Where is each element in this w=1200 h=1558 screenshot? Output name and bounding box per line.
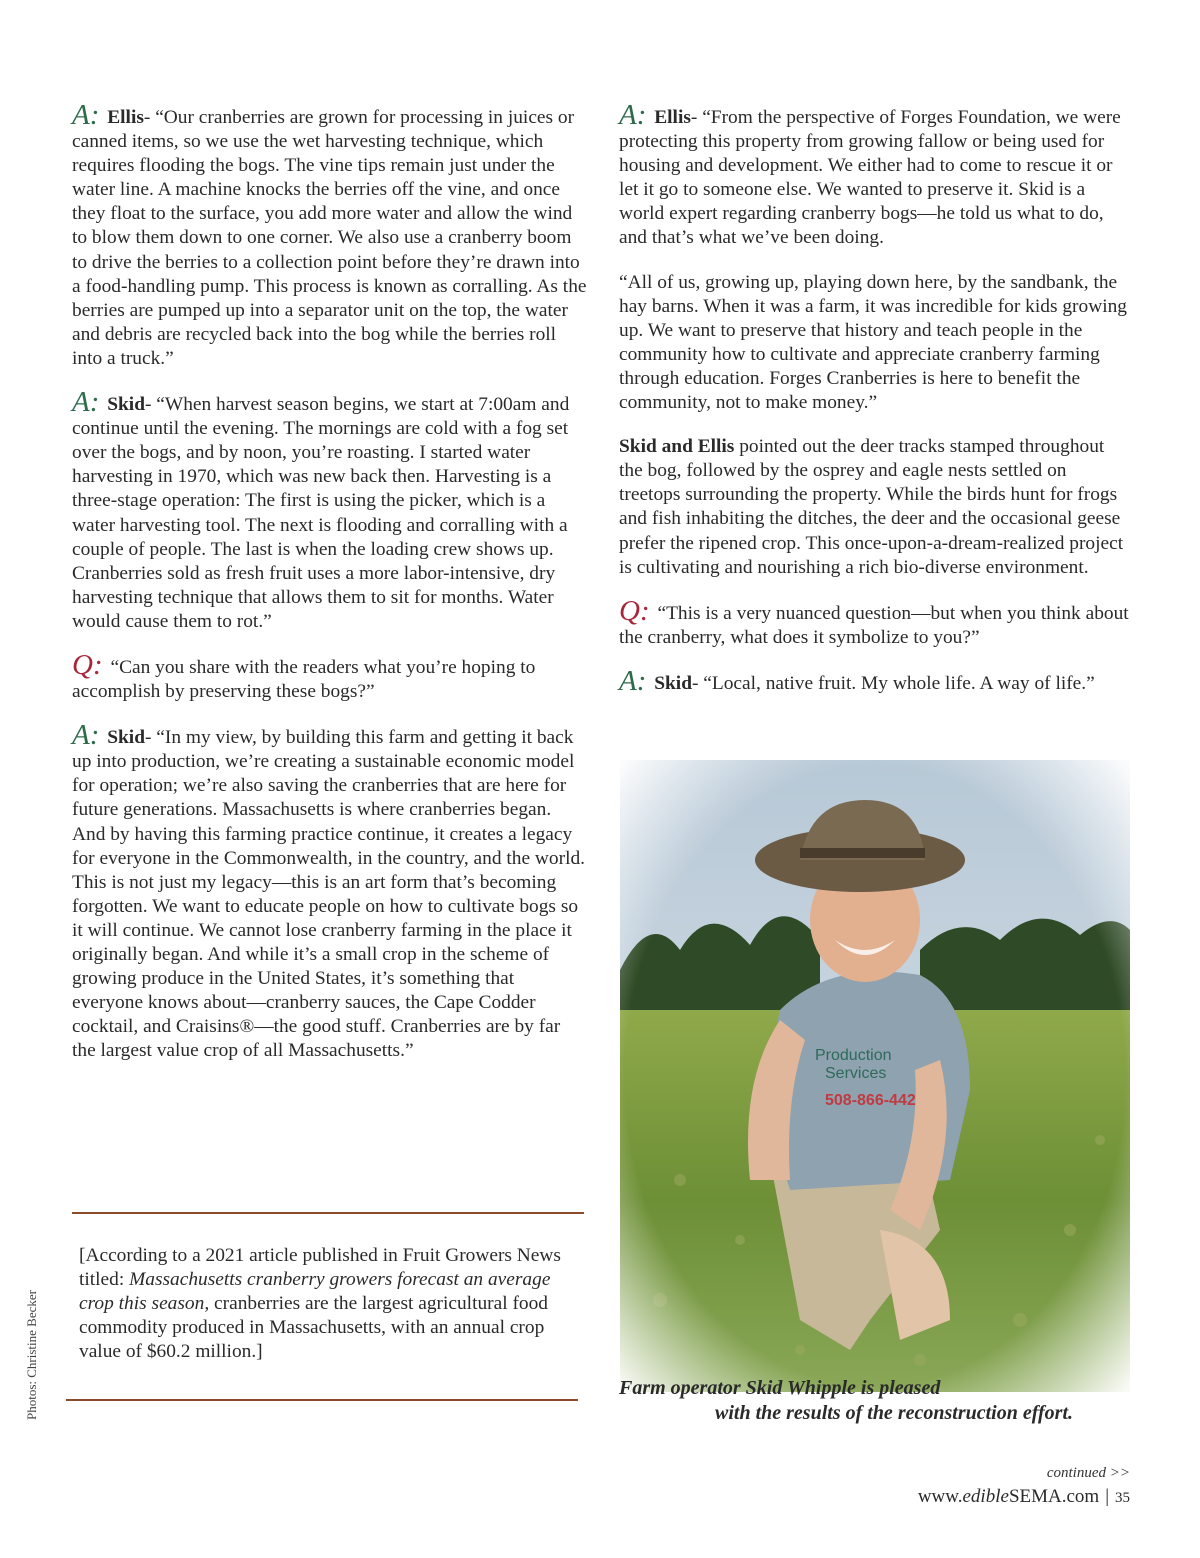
question-paragraph [72,648,588,704]
paragraph-text: “Can you share with the readers what you’re hoping to accomplish by preserving these bogs?” [72,656,536,703]
answer-paragraph [72,719,588,1063]
paragraph-text: - “When harvest season begins, we start at 7:00am and continue until the evening. The mornings are cold with a fog set over the bogs, and by noon, you’re roasting. I started water harvesting in 1970, which was new back then. Harvesting is a three-stage operation: The first is using the picker, which is a water harvesting tool. The next is flooding and corralling with a couple of people. The last is when the loading crew shows up. Cranberries sold as fresh fruit uses a more labor-intensive, dry harvesting technique that allows them to sit for months. Water would cause them to rot.” [72,394,570,632]
speaker-name: Ellis [654,107,691,128]
right-column [619,99,1129,697]
body-paragraph [619,271,1129,416]
answer-marker: A: [72,719,100,752]
answer-paragraph [619,664,1129,697]
paragraph-text: - “Our cranberries are grown for processing in juices or canned items, so we use the wet harvesting technique, which requires flooding the bogs. The vine tips remain just under the water line. A machine knocks the berries off the vine, and once they float to the surface, you add more water and allow the wind to blow them down to one corner. We also use a cranberry boom to drive the berries to a collection point before they’re drawn into a food-handling pump. This process is known as corralling. As the berries are pumped up into a separator unit on the top, the water and debris are recycled back into the bog while the berries roll into a truck.” [72,107,587,369]
paragraph-text: - “In my view, by building this farm and getting it back up into production, we’re creating a sustainable economic model for operation; we’re also saving the cranberries that are here for future generations. Massachusetts is where cranberries began. And by having this farming practice continue, it creates a legacy for everyone in the Commonwealth, in the country, and the world. This is not just my legacy—this is an art form that’s becoming forgotten. We want to educate people on how to cultivate bogs so it will continue. We cannot lose cranberry farming in the place it originally began. And while it’s a small crop in the scheme of growing produce in the United States, it’s something that everyone knows about—cranberry sauces, the Cape Codder cocktail, and Craisins®—the good stuff. Cranberries are by far the largest value crop of all Massachusetts.” [72,727,585,1062]
continued-link[interactable]: continued >> [1046,1465,1130,1481]
left-column [72,99,588,1063]
answer-paragraph [619,99,1129,251]
answer-paragraph [72,386,588,634]
caption-line-1: Farm operator Skid Whipple is pleased [619,1377,941,1399]
photo-caption [619,1376,1129,1426]
body-paragraph [619,435,1129,580]
answer-marker: A: [619,99,647,131]
page-footer: www.edibleSEMA.com | 35 [917,1486,1130,1507]
top-divider-rule [72,1212,584,1214]
speaker-name: Skid [654,672,692,694]
answer-marker: A: [72,386,100,419]
paragraph-text: - “From the perspective of Forges Foundation, we were protecting this property from growing fallow or being used for housing and development. We either had to come to rescue it or let it go to someone else. We wanted to preserve it. Skid is a world expert regarding cranberry bogs—he told us what to do, and that’s what we’ve been doing. [619,107,1121,249]
answer-paragraph [72,99,588,371]
question-marker: Q: [72,648,103,681]
article-title: Massachusetts cranberry growers forecast an average crop this season, [79,1269,551,1315]
question-paragraph [619,594,1129,650]
paragraph-text: “All of us, growing up, playing down here, by the sandbank, the hay barns. When it was a farm, it was incredible for kids growing up. We want to preserve that history and teach people in the community how to cultivate and appreciate cranberry farming through education. Forges Cranberries is here to benefit the community, not to make money.” [619,271,1127,414]
caption-line-2: with the results of the reconstruction effort. [715,1402,1074,1424]
footer-url[interactable]: www.edibleSEMA.com [917,1486,1100,1507]
answer-marker: A: [72,99,100,131]
bottom-divider-rule [66,1399,578,1401]
speaker-name: Skid and Ellis [619,436,735,458]
farmer-photo [620,760,1130,1392]
answer-marker: A: [619,664,647,697]
sidebar-note: [According to a 2021 article published in Fruit Growers News titled: Massachusetts cranberry growers forecast an average crop this season, cranberries are the largest agricultural food commodity produced in Massachusetts, with an annual crop value of $60.2 million.] [79,1245,561,1363]
photo-credit: Photos: Christine Becker [24,1290,39,1420]
paragraph-text: “This is a very nuanced question—but when you think about the cranberry, what does it symbolize to you?” [619,602,1129,648]
speaker-name: Ellis [107,107,144,128]
speaker-name: Skid [107,394,145,416]
paragraph-text: pointed out the deer tracks stamped throughout the bog, followed by the osprey and eagle nests settled on treetops surrounding the property. While the birds hunt for frogs and fish inhabiting the ditches, the deer and the occasional geese prefer the ripened crop. This once-upon-a-dream-realized project is cultivating and nourishing a rich bio-diverse environment. [619,436,1124,578]
page-number: 35 [1115,1490,1130,1506]
speaker-name: Skid [107,727,145,749]
question-marker: Q: [619,594,650,627]
paragraph-text: - “Local, native fruit. My whole life. A way of life.” [691,672,1095,694]
